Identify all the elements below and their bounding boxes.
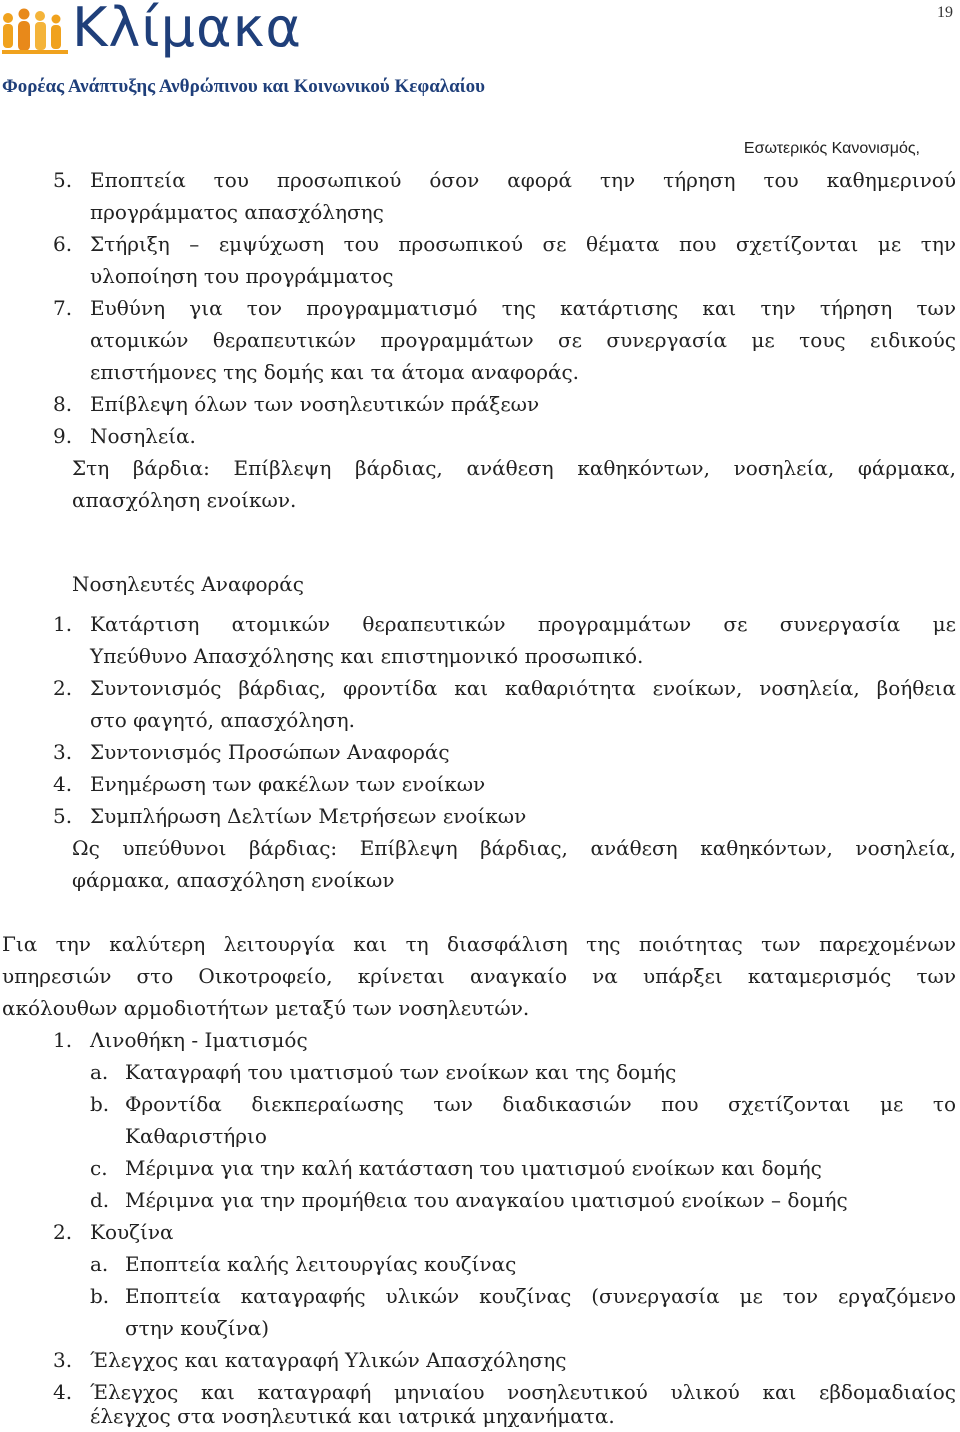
list-item-text: Ενημέρωση των φακέλων των ενοίκων bbox=[90, 772, 486, 796]
logo-wordmark: Κλίμακα bbox=[72, 0, 303, 59]
sub-item-text: Μέριμνα για την προμήθεια του αναγκαίου ιματισμού ενοίκων – δομής bbox=[125, 1188, 848, 1212]
running-head: Εσωτερικός Κανονισμός, bbox=[743, 140, 920, 157]
sub-item-text: Καθαριστήριο bbox=[125, 1124, 267, 1148]
list-item-text: Επίβλεψη όλων των νοσηλευτικών πράξεων bbox=[90, 392, 540, 416]
intro-paragraph-line: υπηρεσιών στο Οικοτροφείο, κρίνεται αναγκαίο να υπάρξει καταμερισμός των bbox=[2, 964, 956, 988]
list-item-text: Εποπτεία του προσωπικού όσον αφορά την τήρηση του καθημερινού bbox=[90, 168, 956, 192]
list-number: 3. bbox=[53, 740, 73, 764]
sub-letter: b. bbox=[90, 1284, 110, 1308]
sub-item-text: Φροντίδα διεκπεραίωσης των διαδικασιών που σχετίζονται με το bbox=[125, 1092, 956, 1116]
sub-item-text: Μέριμνα για την καλή κατάσταση του ιματισμού ενοίκων και δομής bbox=[125, 1156, 822, 1180]
shift-duties-text: Ως υπεύθυνοι βάρδιας: Επίβλεψη βάρδιας, ανάθεση καθηκόντων, νοσηλεία, bbox=[72, 836, 956, 860]
list-item-text: ατομικών θεραπευτικών προγραμμάτων σε συνεργασία με τους ειδικούς bbox=[90, 328, 956, 352]
list-number: 5. bbox=[53, 804, 73, 828]
group-title: Κουζίνα bbox=[90, 1220, 174, 1244]
section-heading: Νοσηλευτές Αναφοράς bbox=[72, 572, 304, 596]
list-item-text: Συμπλήρωση Δελτίων Μετρήσεων ενοίκων bbox=[90, 804, 527, 828]
list-item-text: υλοποίηση του προγράμματος bbox=[90, 264, 394, 288]
sub-letter: b. bbox=[90, 1092, 110, 1116]
list-number: 1. bbox=[53, 612, 73, 636]
list-number: 2. bbox=[53, 1220, 73, 1244]
list-number: 9. bbox=[53, 424, 73, 448]
list-item-text: Συντονισμός Προσώπων Αναφοράς bbox=[90, 740, 450, 764]
page-number: 19 bbox=[937, 4, 953, 21]
list-number: 7. bbox=[53, 296, 73, 320]
intro-paragraph-line: ακόλουθων αρμοδιοτήτων μεταξύ των νοσηλευτών. bbox=[2, 996, 530, 1020]
list-item-text: Συντονισμός βάρδιας, φροντίδα και καθαριότητα ενοίκων, νοσηλεία, βοήθεια bbox=[90, 676, 956, 700]
list-item-text: Ευθύνη για τον προγραμματισμό της κατάρτισης και την τήρηση των bbox=[90, 296, 956, 320]
list-item-text: επιστήμονες της δομής και τα άτομα αναφοράς. bbox=[90, 360, 580, 384]
list-item-text: προγράμματος απασχόλησης bbox=[90, 200, 384, 224]
group-title: Έλεγχος και καταγραφή μηνιαίου νοσηλευτικού υλικού και εβδομαδιαίος bbox=[90, 1380, 956, 1404]
list-number: 6. bbox=[53, 232, 73, 256]
intro-paragraph-line: Για την καλύτερη λειτουργία και τη διασφάλιση της ποιότητας των παρεχομένων bbox=[2, 932, 956, 956]
sub-letter: a. bbox=[90, 1060, 109, 1084]
shift-duties-text: Στη βάρδια: Επίβλεψη βάρδιας, ανάθεση καθηκόντων, νοσηλεία, φάρμακα, bbox=[72, 456, 956, 480]
organization-subtitle: Φορέας Ανάπτυξης Ανθρώπινου και Κοινωνικού Κεφαλαίου bbox=[2, 76, 485, 97]
list-item-text: Υπεύθυνο Απασχόλησης και επιστημονικό προσωπικό. bbox=[90, 644, 644, 668]
sub-item-text: Εποπτεία καλής λειτουργίας κουζίνας bbox=[125, 1252, 517, 1276]
people-figures-icon bbox=[0, 6, 72, 58]
sub-letter: d. bbox=[90, 1188, 110, 1212]
shift-duties-text: φάρμακα, απασχόληση ενοίκων bbox=[72, 868, 395, 892]
sub-letter: c. bbox=[90, 1156, 108, 1180]
list-number: 1. bbox=[53, 1028, 73, 1052]
list-item-text: Κατάρτιση ατομικών θεραπευτικών προγραμμάτων σε συνεργασία με bbox=[90, 612, 956, 636]
list-item-text: Στήριξη – εμψύχωση του προσωπικού σε θέματα που σχετίζονται με την bbox=[90, 232, 956, 256]
group-title: Έλεγχος και καταγραφή Υλικών Απασχόλησης bbox=[90, 1348, 567, 1372]
list-number: 3. bbox=[53, 1348, 73, 1372]
group-title: έλεγχος στα νοσηλευτικά και ιατρικά μηχανήματα. bbox=[90, 1404, 615, 1428]
group-title: Λινοθήκη - Ιματισμός bbox=[90, 1028, 308, 1052]
list-number: 4. bbox=[53, 772, 73, 796]
shift-duties-text: απασχόληση ενοίκων. bbox=[72, 488, 297, 512]
sub-item-text: Καταγραφή του ιματισμού των ενοίκων και της δομής bbox=[125, 1060, 677, 1084]
sub-item-text: Εποπτεία καταγραφής υλικών κουζίνας (συνεργασία με τον εργαζόμενο bbox=[125, 1284, 956, 1308]
list-number: 4. bbox=[53, 1380, 73, 1404]
list-number: 2. bbox=[53, 676, 73, 700]
list-number: 8. bbox=[53, 392, 73, 416]
sub-item-text: στην κουζίνα) bbox=[125, 1316, 270, 1340]
list-item-text: Νοσηλεία. bbox=[90, 424, 196, 448]
list-number: 5. bbox=[53, 168, 73, 192]
sub-letter: a. bbox=[90, 1252, 109, 1276]
list-item-text: στο φαγητό, απασχόληση. bbox=[90, 708, 355, 732]
